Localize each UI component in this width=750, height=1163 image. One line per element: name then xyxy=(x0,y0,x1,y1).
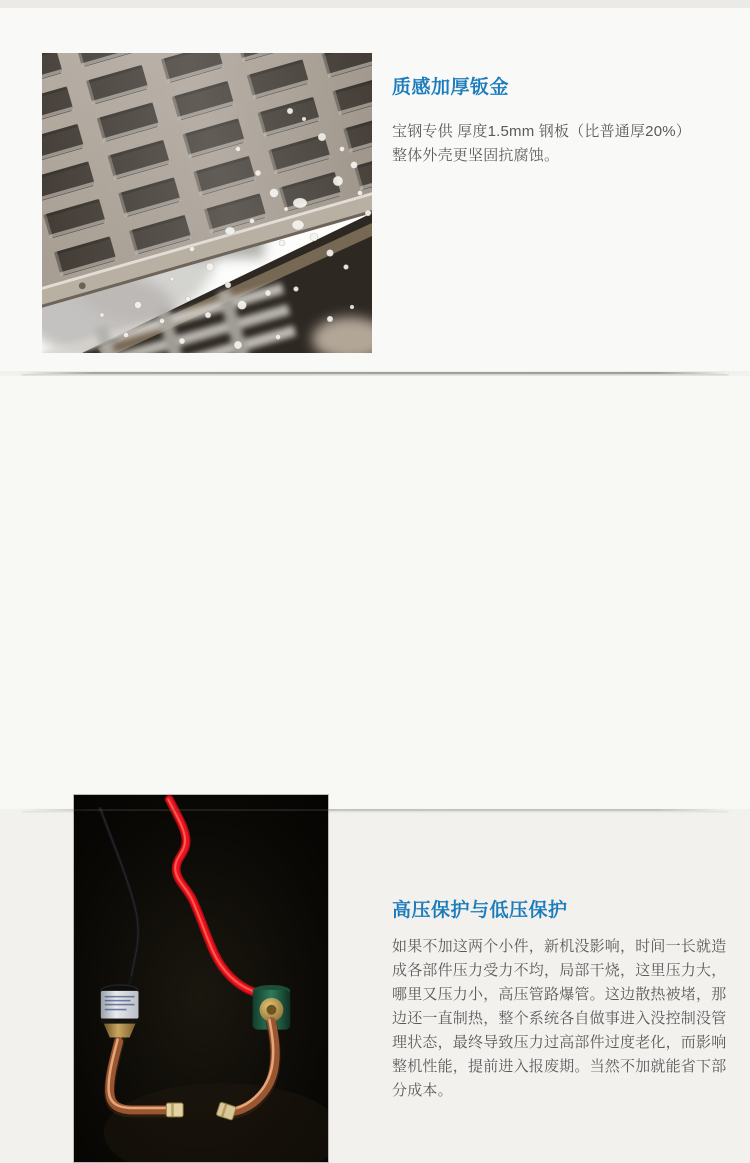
sheet-metal-photo xyxy=(42,53,372,353)
pressure-protection-text-block xyxy=(392,901,728,1103)
section-sheet-metal xyxy=(0,8,750,371)
pressure-switch-photo xyxy=(73,794,329,1163)
sheet-metal-illustration xyxy=(42,53,372,353)
section-divider xyxy=(22,372,728,374)
section-body-line: 宝钢专供 厚度1.5mm 钢板（比普通厚20%） xyxy=(392,123,692,140)
section-pressure-protection xyxy=(0,376,750,1099)
section-body-line: 整体外壳更坚固抗腐蚀。 xyxy=(392,147,560,164)
sheet-metal-text-block xyxy=(392,78,734,168)
pressure-switch-illustration xyxy=(74,795,328,1162)
section-title: 高压保护与低压保护 xyxy=(392,900,568,921)
page-gutter-top xyxy=(0,0,750,8)
section-title: 质感加厚钣金 xyxy=(392,77,510,98)
section-body: 如果不加这两个小件，新机没影响，时间一长就造成各部件压力受力不均，局部干烧，这里压力大，哪里又压力小，高压管路爆管。这边散热被堵，那边还一直制热，整个系统各自做事进入没控制没管理状态，最终导致压力过高部件过度老化，而影响整机性能，提前进入报废期。当然不加就能省下部分成本。 xyxy=(392,938,727,1099)
